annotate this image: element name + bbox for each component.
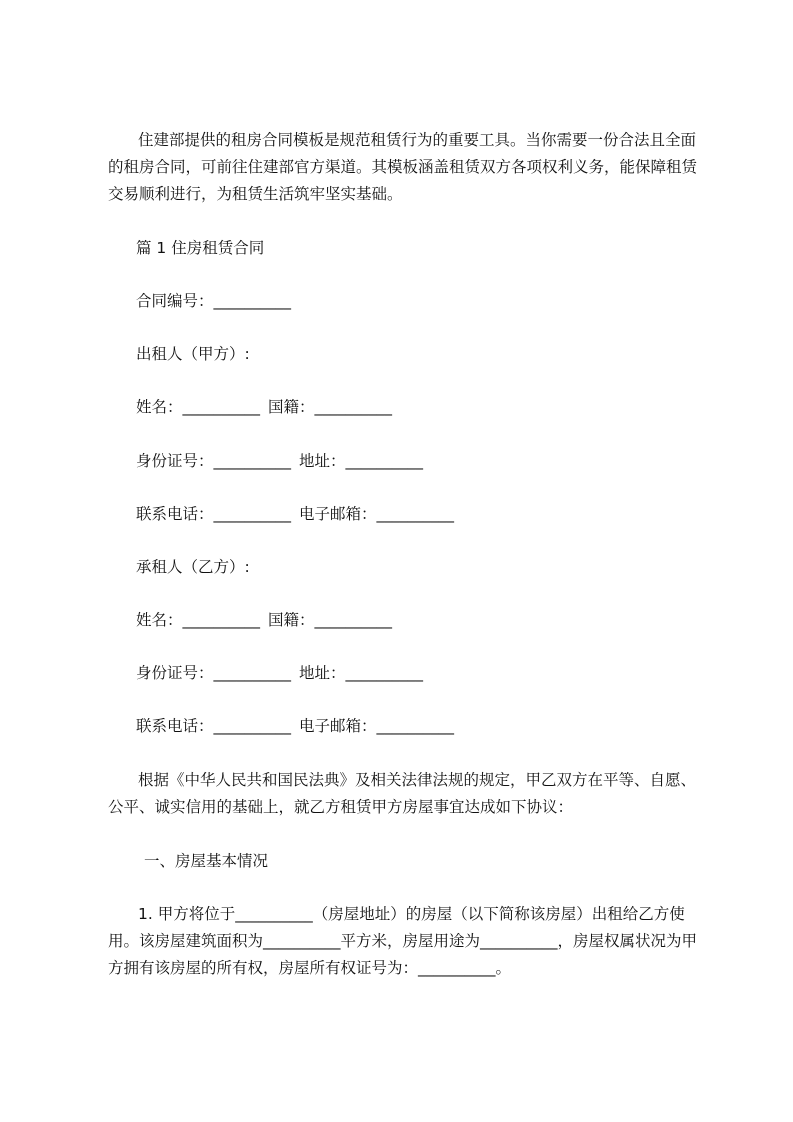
lessee-nationality: 国籍：__________: [268, 611, 393, 629]
clause-1-1-paragraph: 1. 甲方将位于__________（房屋地址）的房屋（以下简称该房屋）出租给乙方使用。该房屋建筑面积为__________平方米，房屋用途为__________，房屋权属状况为甲方拥有该房屋的所有权，房屋所有权证号为：__________。: [108, 905, 698, 977]
lessee-id: 身份证号：__________: [136, 664, 292, 682]
lessee-id-row: [136, 662, 423, 684]
lessor-name: 姓名：__________: [136, 398, 261, 416]
lessor-id-row: [136, 450, 423, 472]
lessee-name-row: [136, 609, 392, 631]
contract-number: 合同编号：__________: [136, 292, 292, 310]
lessee-email: 电子邮箱：__________: [299, 717, 455, 735]
preamble-paragraph: 根据《中华人民共和国民法典》及相关法律法规的规定，甲乙双方在平等、自愿、公平、诚实信用的基础上，就乙方租赁甲方房屋事宜达成如下协议：: [108, 771, 697, 816]
clause-1-title: 一、房屋基本情况: [144, 852, 269, 870]
lessee-title: 承租人（乙方）:: [136, 558, 250, 576]
lessor-phone: 联系电话：__________: [136, 505, 292, 523]
lessor-email: 电子邮箱：__________: [299, 505, 455, 523]
lessee-contact-row: [136, 715, 454, 737]
lessor-address: 地址：__________: [299, 452, 424, 470]
lessee-name: 姓名：__________: [136, 611, 261, 629]
section-title: 篇 1 住房租赁合同: [136, 239, 265, 257]
lessor-name-row: [136, 396, 392, 418]
lessor-contact-row: [136, 503, 454, 525]
lessor-id: 身份证号：__________: [136, 452, 292, 470]
intro-paragraph: 住建部提供的租房合同模板是规范租赁行为的重要工具。当你需要一份合法且全面的租房合同，可前往住建部官方渠道。其模板涵盖租赁双方各项权利义务，能保障租赁交易顺利进行，为租赁生活筑牢坚实基础。: [108, 131, 698, 203]
lessor-nationality: 国籍：__________: [268, 398, 393, 416]
lessee-address: 地址：__________: [299, 664, 424, 682]
lessor-title: 出租人（甲方）:: [136, 345, 250, 363]
lessee-phone: 联系电话：__________: [136, 717, 292, 735]
